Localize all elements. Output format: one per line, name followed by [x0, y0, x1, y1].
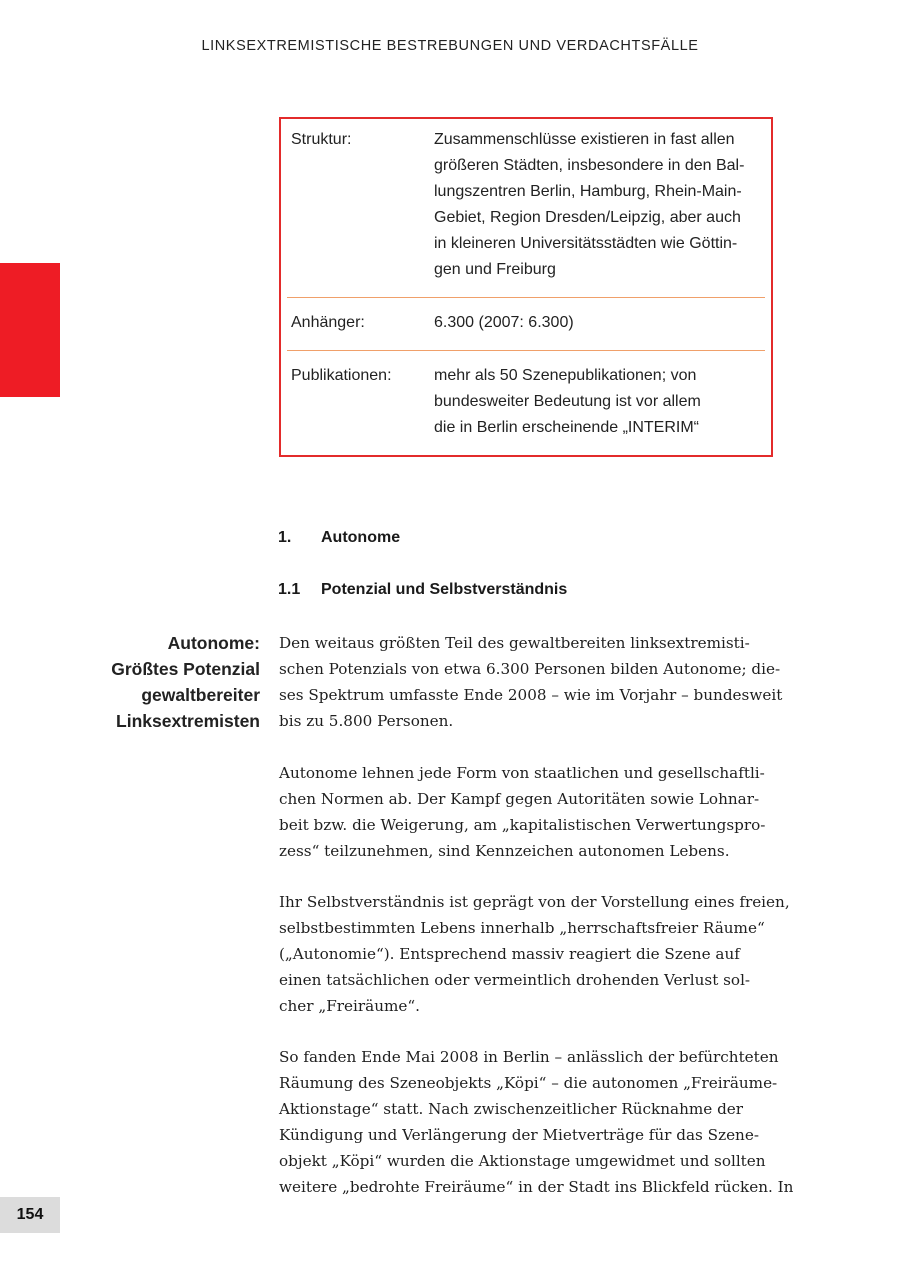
info-label: Struktur: [291, 131, 352, 148]
paragraph-line: selbstbestimmten Lebens innerhalb „herrschaftsfreier Räume“ [279, 919, 765, 937]
margin-note-line: gewaltbereiter [141, 685, 260, 705]
paragraph-line: ses Spektrum umfasste Ende 2008 – wie im Vorjahr – bundesweit [279, 686, 783, 704]
subsection-title: Potenzial und Selbstverständnis [321, 581, 568, 598]
page-number: 154 [0, 1197, 60, 1233]
paragraph [279, 1044, 794, 1200]
paragraph-line: Ihr Selbstverständnis ist geprägt von der Vorstellung eines freien, [279, 893, 790, 911]
info-value-line: Zusammenschlüsse existieren in fast allen [434, 131, 735, 148]
section-title: Autonome [321, 529, 401, 546]
info-value [434, 127, 765, 283]
subsection-number: 1.1 [278, 581, 301, 598]
paragraph [279, 889, 790, 1019]
info-label: Publikationen: [291, 367, 392, 384]
info-row-publikationen [287, 351, 765, 455]
info-value-line: mehr als 50 Szenepublikationen; von [434, 367, 697, 384]
paragraph-line: einen tatsächlichen oder vermeintlich drohenden Verlust sol- [279, 971, 751, 989]
paragraph-line: So fanden Ende Mai 2008 in Berlin – anlässlich der befürchteten [279, 1048, 779, 1066]
info-value-line: lungszentren Berlin, Hamburg, Rhein-Main- [434, 183, 742, 200]
chapter-marker-tab [0, 263, 60, 397]
paragraph-line: („Autonomie“). Entsprechend massiv reagiert die Szene auf [279, 945, 740, 963]
paragraph-line: beit bzw. die Weigerung, am „kapitalistischen Verwertungspro- [279, 816, 766, 834]
paragraph-line: chen Normen ab. Der Kampf gegen Autoritäten sowie Lohnar- [279, 790, 760, 808]
info-value-line: größeren Städten, insbesondere in den Bal- [434, 157, 745, 174]
info-value-line: 6.300 (2007: 6.300) [434, 314, 574, 331]
info-label: Anhänger: [291, 314, 365, 331]
paragraph-line: Kündigung und Verlängerung der Mietverträge für das Szene- [279, 1126, 759, 1144]
info-value-line: in kleineren Universitätsstädten wie Göttin- [434, 235, 738, 252]
section-heading [278, 529, 400, 547]
info-value-line: Gebiet, Region Dresden/Leipzig, aber auch [434, 209, 741, 226]
info-value [434, 310, 765, 336]
info-row-anhaenger [287, 298, 765, 351]
paragraph-line: bis zu 5.800 Personen. [279, 712, 454, 730]
paragraph-line: Aktionstage“ statt. Nach zwischenzeitlicher Rücknahme der [279, 1100, 744, 1118]
paragraph-line: objekt „Köpi“ wurden die Aktionstage umgewidmet und sollten [279, 1152, 766, 1170]
margin-note-line: Autonome: [167, 633, 260, 653]
paragraph [279, 630, 783, 734]
paragraph-line: zess“ teilzunehmen, sind Kennzeichen autonomen Lebens. [279, 842, 730, 860]
paragraph-line: Autonome lehnen jede Form von staatlichen und gesellschaftli- [279, 764, 765, 782]
paragraph-line: schen Potenzials von etwa 6.300 Personen bilden Autonome; die- [279, 660, 781, 678]
info-value-line: die in Berlin erscheinende „INTERIM“ [434, 419, 699, 436]
info-box [279, 117, 773, 457]
margin-note-line: Linksextremisten [116, 711, 260, 731]
paragraph [279, 760, 776, 864]
margin-note [60, 630, 260, 734]
paragraph-line: cher „Freiräume“. [279, 997, 420, 1015]
paragraph-line: Räumung des Szeneobjekts „Köpi“ – die autonomen „Freiräume- [279, 1074, 778, 1092]
info-value-line: bundesweiter Bedeutung ist vor allem [434, 393, 701, 410]
info-row-struktur [287, 119, 765, 298]
paragraph-line: Den weitaus größten Teil des gewaltbereiten linksextremisti- [279, 634, 750, 652]
info-value-line: gen und Freiburg [434, 261, 556, 278]
info-value [434, 363, 765, 441]
margin-note-line: Größtes Potenzial [111, 659, 260, 679]
paragraph-line: weitere „bedrohte Freiräume“ in der Stadt ins Blickfeld rücken. In [279, 1178, 794, 1196]
section-number: 1. [278, 529, 292, 546]
running-header: LINKSEXTREMISTISCHE BESTREBUNGEN UND VERDACHTSFÄLLE [201, 38, 699, 54]
subsection-heading [278, 581, 567, 599]
